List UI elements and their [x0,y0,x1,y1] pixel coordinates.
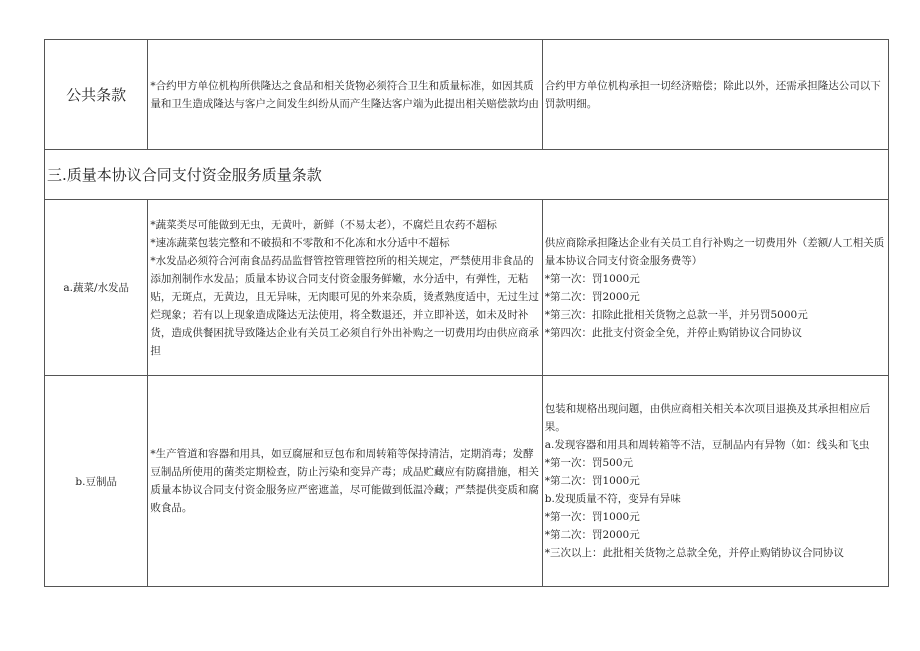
tofu-penalty-2: a.发现容器和用具和周转箱等不洁，豆制品内有异物（如：线头和飞虫 [544,439,870,451]
vegetables-requirements [148,200,542,376]
vegetables-penalty-3: *第二次：罚2000元 [544,290,640,303]
public-terms-row [45,40,889,150]
public-terms-label: 公共条款 [45,40,148,150]
section-heading-row [45,150,889,200]
tofu-penalty-1: 包装和规格出现问题，由供应商相关相关本次项目退换及其承担相应后果。 [544,403,871,433]
tofu-penalty-6: *第一次：罚1000元 [544,511,640,523]
vegetables-penalty-2: *第一次：罚1000元 [544,272,640,285]
tofu-penalties [542,376,888,587]
tofu-penalty-7: *第二次：罚2000元 [544,529,640,541]
tofu-requirements [148,376,542,587]
vegetables-penalty-5: *第四次：此批支付资金全免，并停止购销协议合同协议 [544,326,802,339]
tofu-label: b.豆制品 [45,376,148,587]
vegetables-row [45,200,889,376]
vegetables-requirement-1: *蔬菜类尽可能做到无虫，无黄叶，新鲜（不易太老），不腐烂且农药不超标 [150,218,497,231]
vegetables-requirement-3: *水发品必须符合河南食品药品监督管控管理管控所的相关规定，严禁使用非食品的添加剂制作水发品；质量本协议合同支付资金服务鲜嫩，水分适中，有弹性，无粘贴，无斑点，无黄边，且无异味，无肉眼可见的外来杂质，烫煮熟度适中，无过生过烂现象；若有以上现象造成隆达无法使用，将全数退还，并立即补送，如未及时补货，造成供餐困扰导致隆达企业有关员工必须自行外出补购之一切费用均由供应商承担 [150,254,539,357]
quality-terms-table [44,39,889,587]
vegetables-penalties [542,200,888,376]
tofu-requirement-1: *生产管道和容器和用具，如豆腐屉和豆包布和周转箱等保持清洁，定期消毒；发酵豆制品所使用的菌类定期检查，防止污染和变异产毒；成品贮藏应有防腐措施，相关质量本协议合同支付资金服务应严密遮盖，尽可能做到低温冷藏；严禁提供变质和腐败食品。 [150,448,539,514]
vegetables-penalty-1: 供应商除承担隆达企业有关员工自行补购之一切费用外（差额/人工相关质量本协议合同支付资金服务费等） [544,236,885,267]
section-heading: 三.质量本协议合同支付资金服务质量条款 [45,150,889,200]
public-terms-requirement: *合约甲方单位机构所供隆达之食品和相关货物必须符合卫生和质量标准，如因其质量和卫生造成隆达与客户之间发生纠纷从而产生隆达客户端为此提出相关赔偿款均由 [148,40,542,150]
tofu-penalty-4: *第二次：罚1000元 [544,475,640,487]
vegetables-requirement-2: *速冻蔬菜包装完整和不破损和不零散和不化冻和水分适中不超标 [150,236,450,249]
tofu-penalty-8: *三次以上：此批相关货物之总款全免，并停止购销协议合同协议 [544,547,844,559]
vegetables-label: a.蔬菜/水发品 [45,200,148,376]
tofu-row [45,376,889,587]
vegetables-penalty-4: *第三次：扣除此批相关货物之总款一半，并另罚5000元 [544,308,808,321]
tofu-penalty-3: *第一次：罚500元 [544,457,634,469]
public-terms-penalty: 合约甲方单位机构承担一切经济赔偿；除此以外，还需承担隆达公司以下罚款明细。 [542,40,888,150]
tofu-penalty-5: b.发现质量不符，变异有异味 [544,493,681,505]
